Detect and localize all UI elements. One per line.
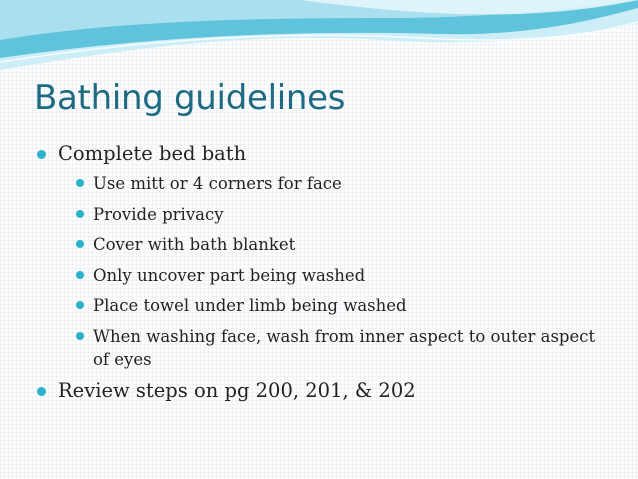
bullet-dot-icon [37,387,46,396]
bullet-list [36,142,616,403]
sub-bullet-text: Only uncover part being washed [93,265,366,285]
sub-bullet-item [58,264,616,287]
bullet-dot-icon [76,271,84,279]
bullet-dot-icon [76,179,84,187]
slide-title: Bathing guidelines [34,78,346,118]
wave-header-decoration [0,0,638,80]
sub-bullet-list [58,172,616,371]
sub-bullet-text: Place towel under limb being washed [93,296,407,315]
sub-bullet-item [58,233,616,256]
sub-bullet-text: When washing face, wash from inner aspect to outer aspect of eyes [93,326,596,369]
sub-bullet-item [58,294,616,317]
sub-bullet-item [58,325,616,371]
bullet-item [36,379,616,403]
bullet-dot-icon [37,150,46,159]
sub-bullet-text: Provide privacy [93,204,224,224]
bullet-dot-icon [76,240,84,248]
bullet-dot-icon [76,301,84,309]
sub-bullet-item [58,172,616,195]
sub-bullet-text: Use mitt or 4 corners for face [93,174,342,193]
bullet-item [36,142,616,371]
sub-bullet-item [58,203,616,226]
bullet-text: Complete bed bath [58,142,247,165]
bullet-dot-icon [76,210,84,218]
bullet-dot-icon [76,332,84,340]
sub-bullet-text: Cover with bath blanket [93,235,296,254]
bullet-text: Review steps on pg 200, 201, & 202 [58,378,416,402]
